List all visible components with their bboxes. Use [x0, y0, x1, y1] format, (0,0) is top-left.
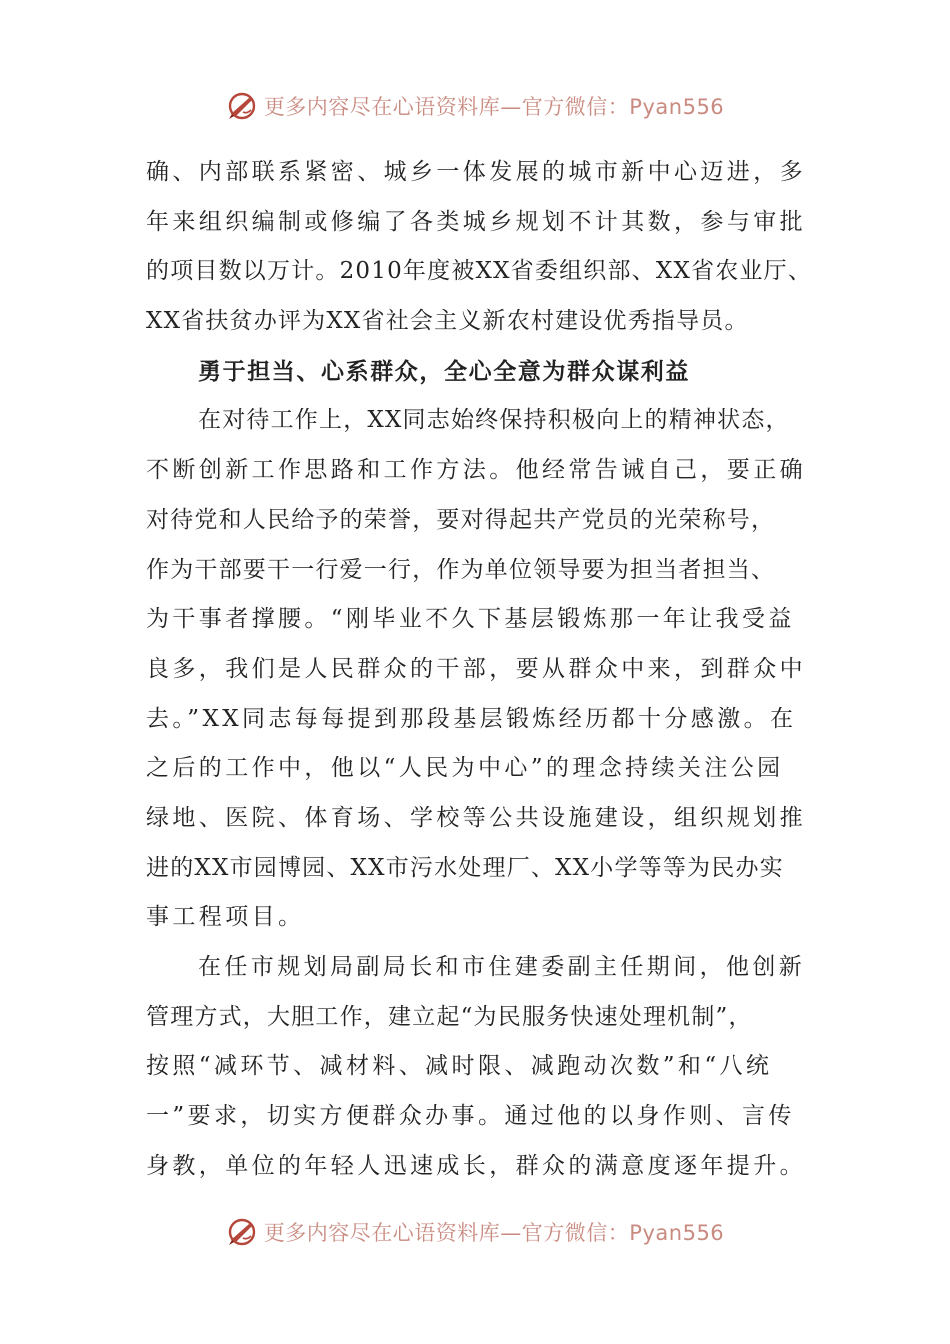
section-heading: 勇于担当、心系群众，全心全意为群众谋利益 [198, 357, 690, 385]
text-line: 确、内部联系紧密、城乡一体发展的城市新中心迈进，多 [146, 159, 806, 185]
document-body [146, 148, 826, 1191]
watermark-text: 更多内容尽在心语资料库—官方微信：Pyan556 [263, 1221, 725, 1245]
text-line: 管理方式，大胆工作，建立起“为民服务快速处理机制”， [146, 1003, 753, 1030]
text-line: 进的XX市园博园、XX市污水处理厂、XX小学等等为民办实 [146, 854, 784, 881]
text-line: 的项目数以万计。2010年度被XX省委组织部、XX省农业厅、 [146, 258, 813, 285]
text-line: 在任市规划局副局长和市住建委副主任期间，他创新 [198, 954, 806, 980]
text-line: 绿地、医院、体育场、学校等公共设施建设，组织规划推 [146, 804, 806, 831]
watermark-text: 更多内容尽在心语资料库—官方微信：Pyan556 [263, 95, 725, 119]
text-line: 不断创新工作思路和工作方法。他经常告诫自己，要正确 [146, 457, 806, 484]
text-line: 年来组织编制或修编了各类城乡规划不计其数，参与审批 [146, 208, 806, 235]
text-line: 作为干部要干一行爱一行，作为单位领导要为担当者担当、 [146, 556, 776, 583]
header-watermark [0, 86, 950, 126]
text-line: 一”要求，切实方便群众办事。通过他的以身作则、言传 [146, 1103, 795, 1130]
footer-watermark [0, 1212, 950, 1252]
text-line: 身教，单位的年轻人迅速成长，群众的满意度逐年提升。 [146, 1152, 806, 1179]
text-line: 在对待工作上，XX同志始终保持积极向上的精神状态， [198, 407, 790, 434]
text-line: XX省扶贫办评为XX省社会主义新农村建设优秀指导员。 [146, 308, 749, 335]
text-line: 事工程项目。 [146, 904, 305, 931]
brush-pen-circle-icon [226, 90, 258, 122]
text-line: 去。”XX同志每每提到那段基层锻炼经历都十分感激。在 [146, 705, 797, 732]
text-line: 之后的工作中，他以“人民为中心”的理念持续关注公园 [146, 755, 784, 782]
text-line: 为干事者撑腰。“刚毕业不久下基层锻炼那一年让我受益 [146, 606, 795, 633]
text-line: 按照“减环节、减材料、减时限、减跑动次数”和“八统 [146, 1053, 773, 1080]
brush-pen-circle-icon [226, 1216, 258, 1248]
text-line: 对待党和人民给予的荣誉，要对得起共产党员的光荣称号， [146, 506, 776, 533]
text-line: 良多，我们是人民群众的干部，要从群众中来，到群众中 [146, 655, 806, 682]
